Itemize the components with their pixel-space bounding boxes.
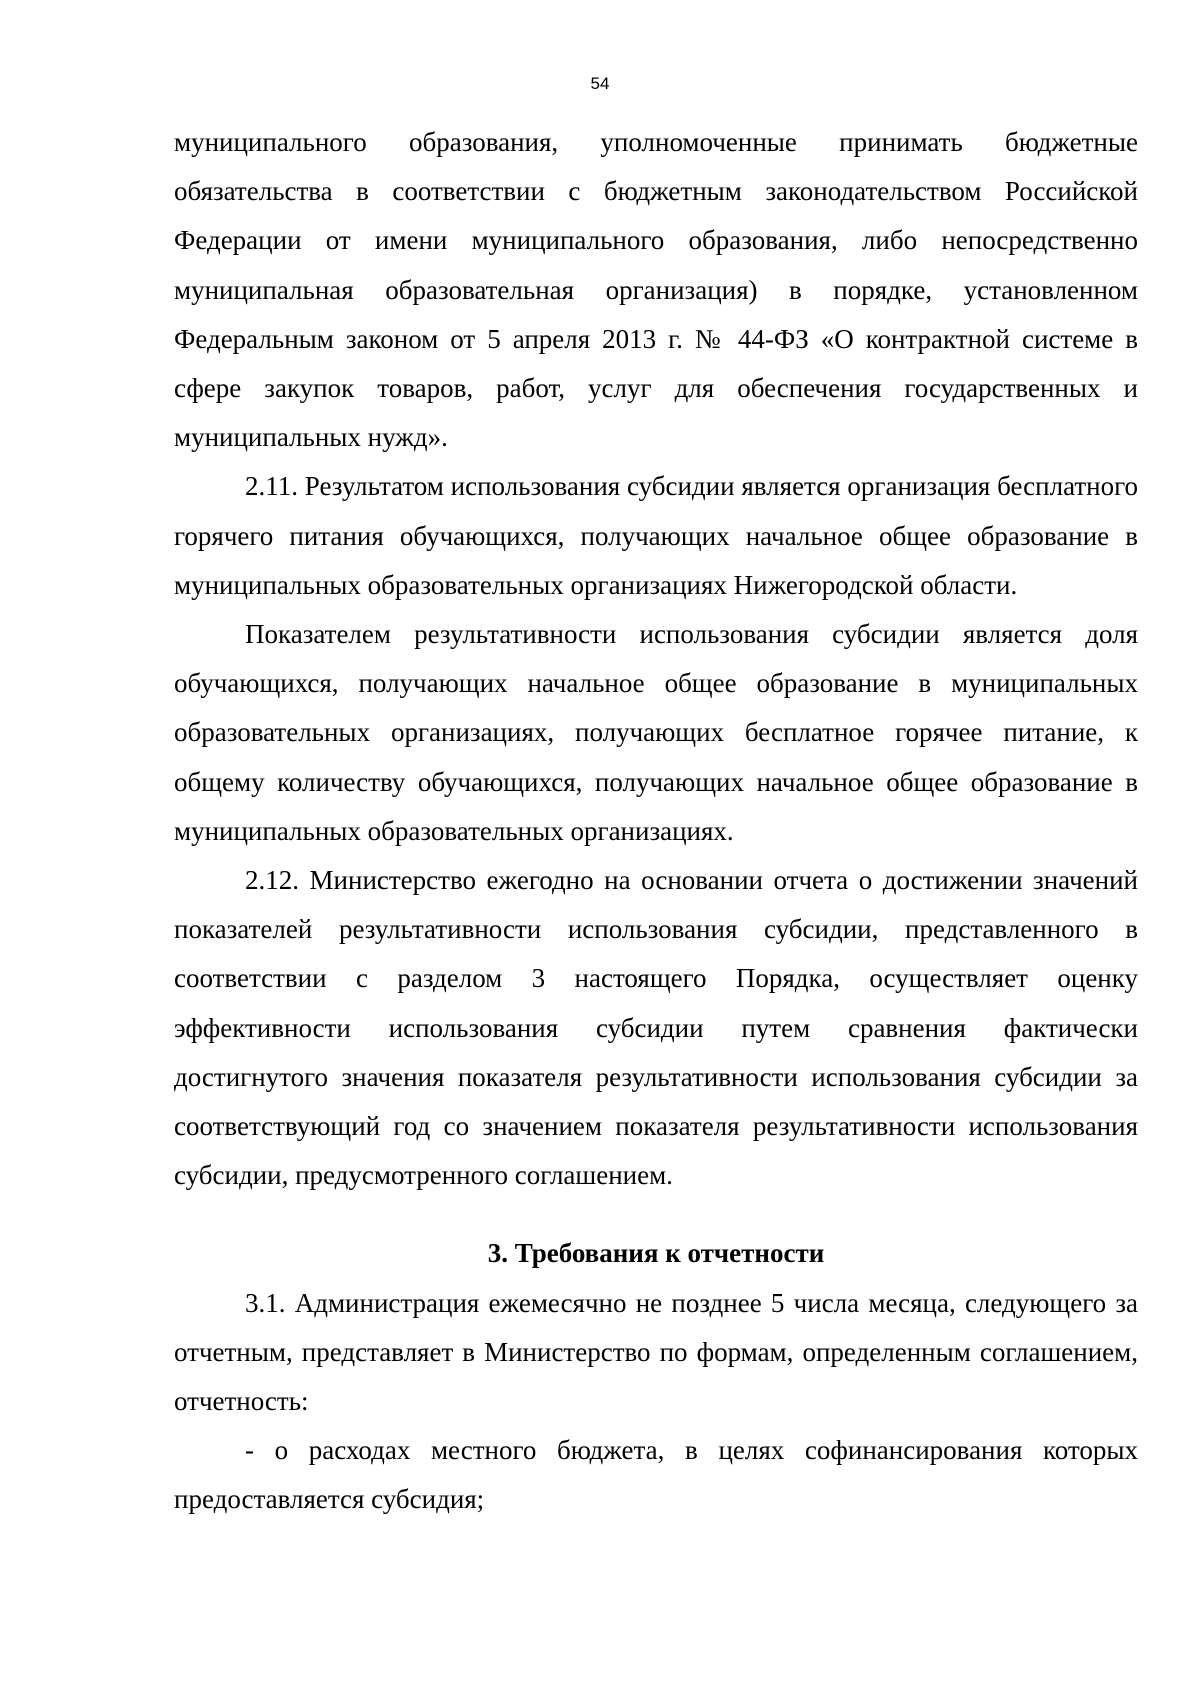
document-body — [174, 118, 1138, 1525]
page-number: 54 — [590, 74, 610, 93]
list-item-expenses: - о расходах местного бюджета, в целях софинансирования которых предоставляется субсидия; — [174, 1435, 1138, 1515]
paragraph-3-1: 3.1. Администрация ежемесячно не позднее 5 числа месяца, следующего за отчетным, представляет в Министерство по формам, определенным соглашением, отчетность: — [174, 1287, 1138, 1417]
paragraph-2-12: 2.12. Министерство ежегодно на основании отчета о достижении значений показателей результативности использования субсидии, представленного в соответствии с разделом 3 настоящего Порядка, осуществляет оценку эффективности использования субсидии путем сравнения фактически достигнутого значения показателя результативности использования субсидии за соответствующий год со значением показателя результативности использования субсидии, предусмотренного соглашением. — [174, 865, 1138, 1191]
paragraph-continuation: муниципального образования, уполномоченные принимать бюджетные обязательства в соответствии с бюджетным законодательством Российской Федерации от имени муниципального образования, либо непосредственно муниципальная образовательная организация) в порядке, установленном Федеральным законом от 5 апреля 2013 г. № 44-ФЗ «О контрактной системе в сфере закупок товаров, работ, услуг для обеспечения государственных и муниципальных нужд». — [174, 127, 1138, 453]
section-heading: 3. Требования к отчетности — [487, 1238, 825, 1269]
paragraph-2-11: 2.11. Результатом использования субсидии является организация бесплатного горячего питания обучающихся, получающих начальное общее образование в муниципальных образовательных организациях Нижегородской области. — [174, 471, 1138, 600]
paragraph-indicator: Показателем результативности использования субсидии является доля обучающихся, получающих начальное общее образование в муниципальных образовательных организациях, получающих бесплатное горячее питание, к общему количеству обучающихся, получающих начальное общее образование в муниципальных образовательных организациях. — [174, 619, 1138, 846]
